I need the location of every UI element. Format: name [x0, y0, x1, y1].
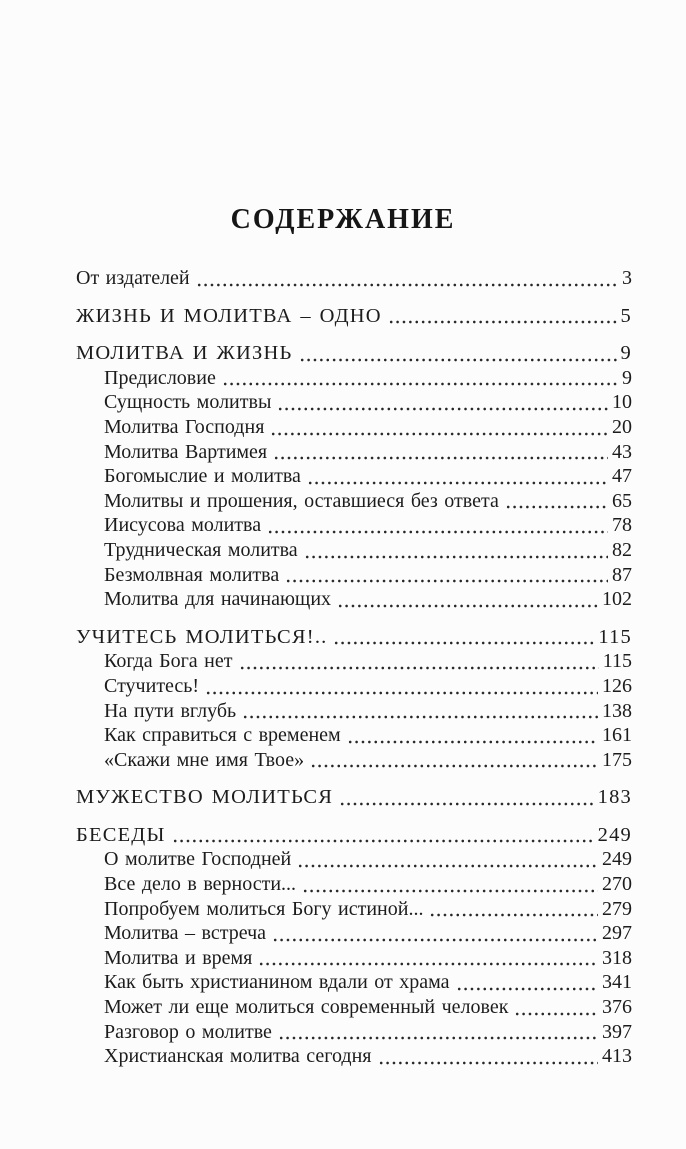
- toc-row: [76, 538, 632, 563]
- toc-row: [76, 625, 632, 650]
- toc-entry-page: 397: [602, 1020, 632, 1043]
- toc-entry-label: МОЛИТВА И ЖИЗНЬ: [76, 342, 293, 365]
- toc-row: [76, 970, 632, 995]
- toc-row: [76, 649, 632, 674]
- toc-entry-label: Может ли еще молиться современный человек: [104, 996, 509, 1019]
- toc-entry-label: На пути вглубь: [104, 699, 237, 722]
- toc-row: [76, 995, 632, 1020]
- toc-row: [76, 699, 632, 724]
- toc-entry-label: Предисловие: [104, 366, 216, 389]
- toc-row: [76, 464, 632, 489]
- dot-leader: [270, 432, 608, 436]
- toc-entry-page: 87: [612, 563, 632, 586]
- toc-entry-page: 3: [622, 267, 632, 289]
- toc-entry-page: 183: [597, 786, 632, 809]
- toc-row: [76, 1044, 632, 1069]
- dot-leader: [310, 764, 598, 768]
- toc-entry-label: Сущность молитвы: [104, 391, 272, 414]
- toc-row: [76, 748, 632, 773]
- dot-leader: [258, 962, 598, 966]
- toc-entry-label: Молитва Вартимея: [104, 440, 268, 463]
- dot-leader: [285, 579, 608, 583]
- toc-entry-page: 115: [598, 625, 632, 648]
- toc-entry-page: 126: [602, 674, 632, 697]
- dot-leader: [205, 691, 598, 695]
- toc-entry-page: 5: [620, 304, 632, 327]
- toc-entry-page: 20: [612, 415, 632, 438]
- toc-entry-page: 10: [612, 391, 632, 414]
- toc-entry-label: Все дело в верности...: [104, 873, 297, 896]
- toc-entry-label: О молитве Господней: [104, 848, 292, 871]
- toc-entry-label: Безмолвная молитва: [104, 563, 280, 586]
- toc-entry-label: Как справиться с временем: [104, 724, 341, 747]
- dot-leader: [388, 320, 617, 324]
- dot-leader: [222, 382, 618, 386]
- toc-row: [76, 415, 632, 440]
- toc-row: [76, 921, 632, 946]
- toc-entry-label: Когда Бога нет: [104, 650, 233, 673]
- toc-row: [76, 872, 632, 897]
- toc-entry-label: Молитва и время: [104, 946, 253, 969]
- toc-entry-label: Трудническая молитва: [104, 538, 298, 561]
- toc-entry-label: БЕСЕДЫ: [76, 823, 166, 846]
- toc-entry-page: 9: [620, 342, 632, 365]
- dot-leader: [267, 530, 608, 534]
- toc-entry-page: 78: [612, 514, 632, 537]
- toc-entry-page: 279: [602, 897, 632, 920]
- toc-entry-page: 376: [602, 996, 632, 1019]
- toc-entry-page: 82: [612, 538, 632, 561]
- toc-row: [76, 440, 632, 465]
- toc-entry-label: Как быть христианином вдали от храма: [104, 971, 450, 994]
- dot-leader: [242, 715, 598, 719]
- toc-row: [76, 946, 632, 971]
- toc-entry-page: 9: [622, 366, 632, 389]
- toc-entry-label: Стучитесь!: [104, 674, 200, 697]
- toc-row: [76, 563, 632, 588]
- toc-row: [76, 674, 632, 699]
- toc-list: [76, 266, 632, 1069]
- toc-entry-label: Молитва – встреча: [104, 922, 267, 945]
- dot-leader: [196, 283, 618, 287]
- toc-row: [76, 489, 632, 514]
- toc-entry-page: 249: [602, 848, 632, 871]
- dot-leader: [333, 641, 594, 645]
- dot-leader: [299, 358, 617, 362]
- dot-leader: [273, 456, 608, 460]
- toc-entry-label: ЖИЗНЬ И МОЛИТВА – ОДНО: [76, 304, 382, 327]
- toc-entry-label: «Скажи мне имя Твое»: [104, 748, 305, 771]
- toc-row: [76, 304, 632, 329]
- toc-entry-page: 115: [602, 650, 632, 673]
- page-title: СОДЕРЖАНИЕ: [230, 204, 456, 235]
- toc-entry-label: МУЖЕСТВО МОЛИТЬСЯ: [76, 786, 334, 809]
- toc-entry-label: Молитва для начинающих: [104, 588, 332, 611]
- dot-leader: [347, 740, 598, 744]
- dot-leader: [339, 802, 593, 806]
- toc-entry-label: От издателей: [76, 267, 190, 289]
- toc-row: [76, 390, 632, 415]
- toc-row: [76, 847, 632, 872]
- toc-row: [76, 366, 632, 391]
- dot-leader: [304, 555, 608, 559]
- dot-leader: [505, 505, 608, 509]
- toc-row: [76, 823, 632, 848]
- toc-entry-page: 43: [612, 440, 632, 463]
- toc-row: [76, 266, 632, 291]
- dot-leader: [337, 604, 598, 608]
- toc-entry-page: 413: [602, 1045, 632, 1068]
- dot-leader: [272, 938, 598, 942]
- dot-leader: [239, 666, 599, 670]
- dot-leader: [514, 1012, 598, 1016]
- toc-entry-label: Попробуем молиться Богу истиной...: [104, 897, 424, 920]
- toc-entry-page: 47: [612, 465, 632, 488]
- dot-leader: [172, 839, 594, 843]
- toc-entry-page: 341: [602, 971, 632, 994]
- toc-row: [76, 587, 632, 612]
- toc-entry-label: Молитвы и прошения, оставшиеся без ответа: [104, 489, 499, 512]
- toc-entry-label: Богомыслие и молитва: [104, 465, 301, 488]
- toc-row: [76, 723, 632, 748]
- toc-row: [76, 785, 632, 810]
- toc-entry-page: 138: [602, 699, 632, 722]
- toc-entry-page: 65: [612, 489, 632, 512]
- toc-entry-page: 270: [602, 873, 632, 896]
- toc-entry-page: 297: [602, 922, 632, 945]
- dot-leader: [429, 913, 598, 917]
- toc-entry-page: 175: [602, 748, 632, 771]
- dot-leader: [378, 1061, 599, 1065]
- toc-row: [76, 897, 632, 922]
- dot-leader: [277, 407, 608, 411]
- dot-leader: [297, 864, 598, 868]
- dot-leader: [456, 987, 598, 991]
- toc-row: [76, 513, 632, 538]
- toc-entry-label: Разговор о молитве: [104, 1020, 272, 1043]
- toc-row: [76, 341, 632, 366]
- toc-entry-page: 249: [597, 823, 632, 846]
- toc-entry-label: Христианская молитва сегодня: [104, 1045, 372, 1068]
- toc-entry-label: УЧИТЕСЬ МОЛИТЬСЯ!..: [76, 625, 328, 648]
- dot-leader: [302, 889, 598, 893]
- dot-leader: [278, 1036, 598, 1040]
- toc-entry-label: Молитва Господня: [104, 415, 265, 438]
- toc-entry-page: 318: [602, 946, 632, 969]
- toc-entry-label: Иисусова молитва: [104, 514, 262, 537]
- toc-entry-page: 161: [602, 724, 632, 747]
- toc-row: [76, 1020, 632, 1045]
- toc-entry-page: 102: [602, 588, 632, 611]
- dot-leader: [307, 481, 608, 485]
